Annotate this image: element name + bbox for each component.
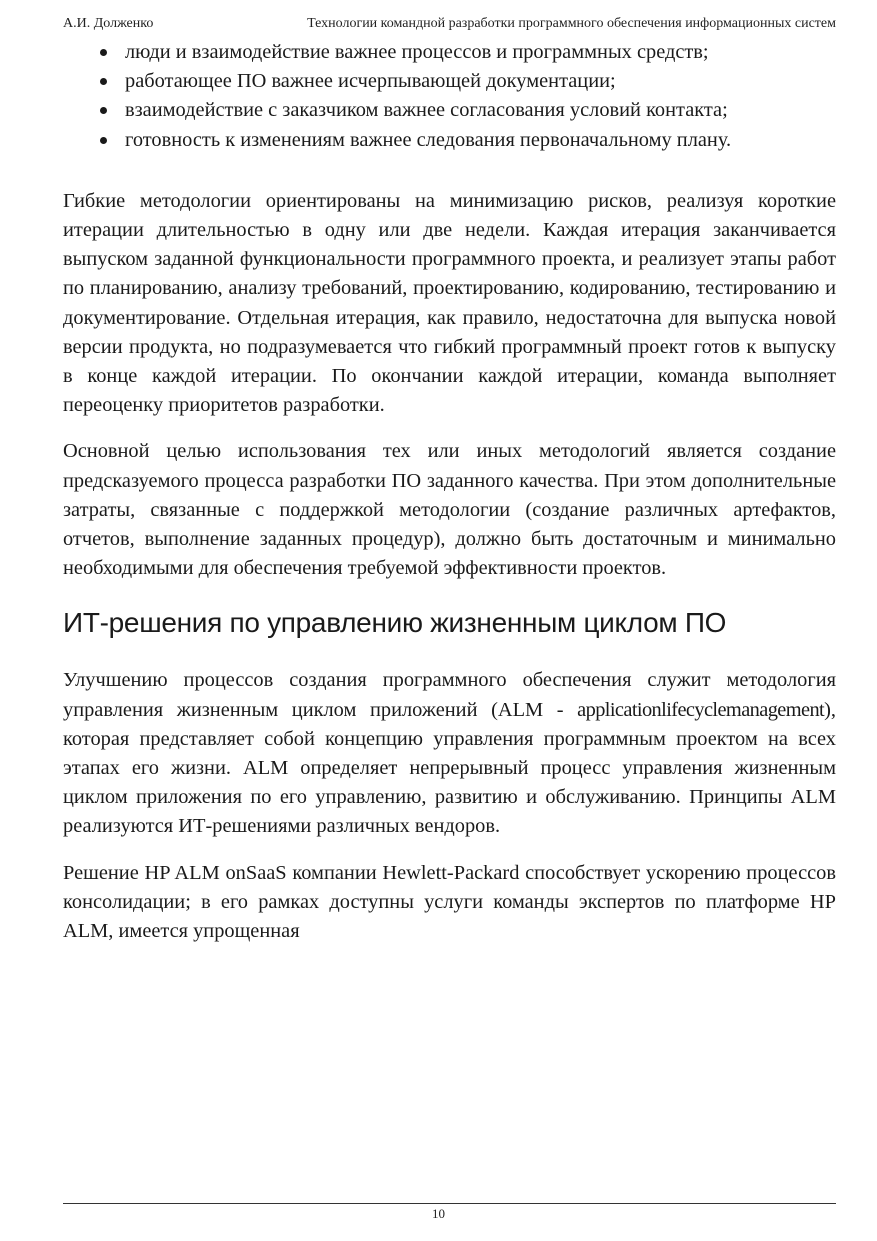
alm-term: applicationlifecyclemanagement [577,698,825,721]
bullet-icon [100,78,107,85]
list-item: взаимодействие с заказчиком важнее согласования условий контакта; [63,96,836,125]
bullet-icon [100,49,107,56]
bullet-icon [100,137,107,144]
paragraph-agile-iterations: Гибкие методологии ориентированы на минимизацию рисков, реализуя короткие итерации длительностью в одну или две недели. Каждая итерация заканчивается выпуском заданной функциональности программного проекта, и реализует этапы работ по планированию, анализу требований, проектированию, кодированию, тестированию и документирование. Отдельная итерация, как правило, недостаточна для выпуска новой версии продукта, но подразумевается что гибкий программный проект готов к выпуску в конце каждой итерации. По окончании каждой итерации, команда выполняет переоценку приоритетов разработки. [63,189,836,417]
paragraph-methodology-goal: Основной целью использования тех или иных методологий является создание предсказуемого процесса разработки ПО заданного качества. При этом дополнительные затраты, связанные с поддержкой методологии (создание различных артефактов, отчетов, выполнение заданных процедур), должно быть достаточным и минимально необходимыми для обеспечения требуемой эффективности проектов. [63,440,836,580]
running-header [63,14,836,34]
page-content [63,38,836,946]
header-book-title: Технологии командной разработки программного обеспечения информационных систем [307,16,836,31]
section-heading: ИТ-решения по управлению жизненным циклом ПО [63,607,727,639]
page-number: 10 [432,1206,445,1221]
agile-values-list [63,38,836,155]
list-item: готовность к изменениям важнее следования первоначальному плану. [63,126,836,155]
paragraph-hp-alm: Решение HP ALM onSaaS компании Hewlett-Packard способствует ускорению процессов консолидации; в его рамках доступны услуги команды экспертов по платформе HP ALM, имеется упрощенная [63,861,836,943]
paragraph-alm-intro: Улучшению процессов создания программного обеспечения служит методология управления жизненным циклом приложений (ALM - applicationlifecyclemanagement), которая представляет собой концепцию управления программным проектом на всех этапах его жизни. ALM определяет непрерывный процесс управления жизненным циклом приложения по его управлению, развитию и обслуживанию. Принципы ALM реализуются ИТ-решениями различных вендоров. [63,669,836,838]
footer-divider [63,1203,836,1204]
header-author: А.И. Долженко [63,16,154,31]
list-item: работающее ПО важнее исчерпывающей документации; [63,67,836,96]
bullet-icon [100,107,107,114]
list-item: люди и взаимодействие важнее процессов и программных средств; [63,38,836,67]
